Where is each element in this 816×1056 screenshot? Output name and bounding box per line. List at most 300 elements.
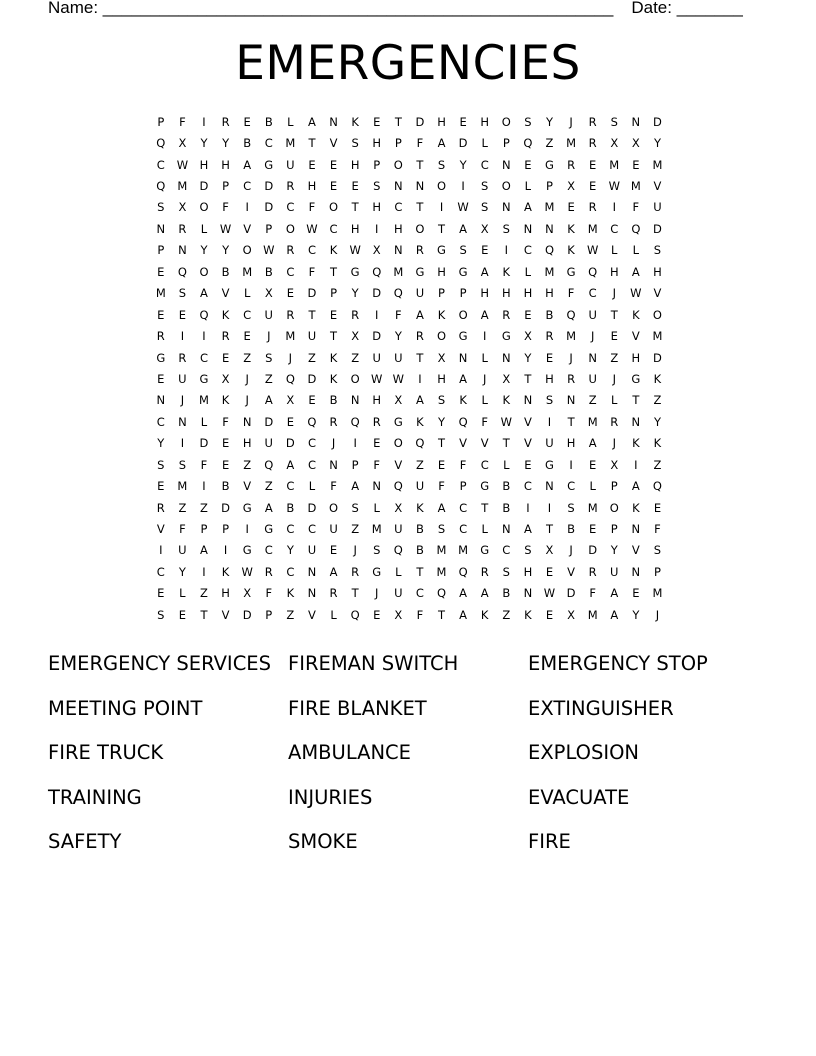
- grid-letter: E: [524, 157, 532, 172]
- grid-letter: N: [631, 414, 641, 429]
- grid-letter: O: [329, 200, 339, 215]
- grid-letter: Q: [415, 436, 425, 451]
- grid-letter: O: [501, 179, 511, 194]
- word-list-item: EMERGENCY STOP: [528, 652, 708, 675]
- grid-row: [150, 175, 670, 196]
- grid-letter: T: [502, 436, 510, 451]
- grid-letter: G: [264, 522, 274, 537]
- grid-letter: V: [631, 329, 640, 344]
- grid-letter: D: [372, 286, 382, 301]
- grid-letter: B: [329, 393, 338, 408]
- grid-letter: Q: [285, 371, 295, 386]
- grid-letter: R: [610, 414, 619, 429]
- grid-letter: U: [588, 307, 597, 322]
- grid-letter: S: [524, 543, 532, 558]
- grid-letter: S: [178, 457, 187, 472]
- grid-letter: S: [351, 500, 359, 515]
- grid-letter: R: [156, 329, 165, 344]
- grid-letter: F: [459, 457, 467, 472]
- grid-letter: H: [545, 371, 554, 386]
- grid-letter: M: [587, 414, 598, 429]
- grid-letter: R: [286, 307, 295, 322]
- grid-letter: G: [501, 329, 511, 344]
- grid-letter: J: [483, 371, 487, 386]
- grid-letter: O: [501, 114, 511, 129]
- grid-letter: T: [416, 157, 424, 172]
- grid-letter: E: [589, 179, 597, 194]
- grid-letter: I: [439, 200, 444, 215]
- grid-letter: C: [307, 457, 316, 472]
- grid-letter: T: [416, 200, 424, 215]
- grid-letter: N: [415, 179, 425, 194]
- grid-letter: E: [481, 243, 489, 258]
- grid-letter: V: [631, 543, 640, 558]
- grid-letter: P: [330, 286, 338, 301]
- grid-letter: R: [415, 329, 424, 344]
- grid-letter: M: [458, 543, 469, 558]
- grid-letter: K: [524, 607, 532, 622]
- grid-letter: L: [243, 286, 251, 301]
- grid-letter: C: [286, 264, 295, 279]
- grid-letter: Q: [372, 264, 382, 279]
- grid-letter: V: [308, 607, 316, 622]
- grid-letter: R: [221, 114, 230, 129]
- grid-letter: A: [437, 500, 446, 515]
- grid-letter: Q: [566, 307, 576, 322]
- grid-letter: C: [394, 200, 403, 215]
- grid-letter: M: [177, 179, 188, 194]
- grid-letter: M: [587, 221, 598, 236]
- grid-letter: Z: [351, 350, 360, 365]
- grid-letter: U: [394, 586, 403, 601]
- grid-letter: U: [178, 371, 187, 386]
- grid-letter: O: [652, 307, 662, 322]
- grid-letter: Q: [350, 607, 360, 622]
- grid-letter: X: [502, 371, 511, 386]
- grid-letter: A: [437, 136, 446, 151]
- grid-letter: C: [286, 200, 295, 215]
- grid-letter: F: [373, 457, 381, 472]
- grid-letter: R: [588, 200, 597, 215]
- grid-letter: A: [480, 264, 489, 279]
- grid-letter: D: [307, 500, 317, 515]
- grid-letter: L: [632, 243, 640, 258]
- grid-letter: P: [394, 136, 402, 151]
- grid-letter: W: [608, 179, 620, 194]
- grid-letter: R: [588, 564, 597, 579]
- grid-letter: J: [288, 350, 293, 365]
- grid-letter: X: [394, 607, 403, 622]
- grid-letter: K: [329, 243, 338, 258]
- grid-letter: B: [221, 479, 230, 494]
- grid-letter: M: [371, 522, 382, 537]
- grid-letter: N: [394, 243, 403, 258]
- grid-letter: Q: [436, 586, 447, 601]
- grid-letter: J: [569, 114, 573, 129]
- grid-letter: O: [199, 264, 209, 279]
- grid-letter: A: [200, 543, 208, 558]
- grid-letter: S: [157, 607, 165, 622]
- page-title: EMERGENCIES: [235, 36, 581, 91]
- word-list-item: AMBULANCE: [288, 741, 411, 764]
- grid-letter: A: [480, 307, 489, 322]
- grid-letter: N: [501, 157, 511, 172]
- grid-letter: O: [393, 157, 403, 172]
- grid-letter: G: [156, 350, 166, 365]
- grid-letter: K: [567, 221, 575, 236]
- grid-letter: N: [501, 350, 511, 365]
- grid-letter: E: [437, 457, 446, 472]
- grid-letter: K: [567, 243, 575, 258]
- grid-letter: W: [630, 286, 642, 301]
- grid-letter: J: [331, 436, 336, 451]
- grid-letter: D: [242, 607, 252, 622]
- grid-letter: Q: [393, 543, 403, 558]
- grid-row: [150, 540, 670, 561]
- grid-letter: H: [242, 436, 252, 451]
- grid-letter: E: [373, 114, 381, 129]
- grid-letter: P: [265, 221, 273, 236]
- grid-letter: M: [630, 179, 641, 194]
- grid-letter: E: [524, 307, 532, 322]
- grid-letter: D: [653, 350, 662, 365]
- grid-letter: S: [373, 179, 381, 194]
- grid-letter: C: [480, 457, 489, 472]
- grid-letter: I: [483, 329, 487, 344]
- grid-letter: B: [221, 264, 230, 279]
- grid-letter: C: [329, 221, 338, 236]
- grid-letter: W: [586, 243, 599, 258]
- grid-letter: H: [631, 350, 641, 365]
- grid-letter: C: [156, 157, 165, 172]
- word-list-item: MEETING POINT: [48, 696, 203, 720]
- grid-letter: M: [652, 157, 663, 172]
- grid-letter: E: [286, 286, 294, 301]
- grid-letter: V: [243, 221, 252, 236]
- grid-letter: I: [245, 200, 249, 215]
- grid-letter: Y: [351, 286, 359, 301]
- grid-letter: Y: [222, 243, 230, 258]
- grid-letter: U: [372, 350, 381, 365]
- grid-letter: L: [524, 264, 532, 279]
- grid-letter: N: [156, 221, 166, 236]
- grid-row: [150, 261, 670, 282]
- grid-letter: Y: [222, 136, 230, 151]
- grid-letter: R: [264, 564, 273, 579]
- grid-letter: Q: [177, 264, 187, 279]
- word-list-item: EMERGENCY SERVICES: [48, 652, 272, 675]
- grid-letter: E: [157, 371, 165, 386]
- grid-letter: G: [480, 479, 490, 494]
- word-list-item: FIREMAN SWITCH: [288, 652, 459, 675]
- grid-letter: I: [569, 457, 573, 472]
- grid-letter: L: [287, 114, 294, 129]
- grid-letter: U: [286, 157, 295, 172]
- grid-letter: P: [438, 286, 445, 301]
- grid-letter: I: [375, 307, 379, 322]
- grid-letter: G: [631, 371, 641, 386]
- grid-letter: V: [523, 414, 532, 429]
- grid-letter: C: [156, 414, 165, 429]
- grid-letter: M: [155, 286, 166, 301]
- grid-letter: O: [609, 500, 619, 515]
- grid-letter: P: [265, 607, 273, 622]
- grid-letter: A: [264, 393, 273, 408]
- grid-letter: F: [567, 286, 575, 301]
- grid-letter: A: [200, 286, 208, 301]
- grid-letter: N: [329, 114, 338, 129]
- grid-row: [150, 132, 670, 153]
- grid-letter: S: [459, 243, 467, 258]
- grid-letter: Z: [286, 607, 295, 622]
- grid-letter: C: [415, 586, 424, 601]
- grid-letter: E: [308, 393, 316, 408]
- grid-letter: M: [566, 329, 577, 344]
- grid-letter: C: [567, 479, 576, 494]
- grid-letter: G: [545, 157, 554, 172]
- grid-letter: D: [415, 114, 425, 129]
- grid-letter: Z: [610, 350, 619, 365]
- grid-letter: O: [415, 221, 425, 236]
- grid-letter: T: [438, 221, 446, 236]
- grid-letter: J: [612, 436, 616, 451]
- grid-letter: J: [245, 371, 249, 386]
- grid-letter: T: [308, 136, 316, 151]
- grid-letter: L: [200, 221, 208, 236]
- grid-letter: P: [546, 179, 553, 194]
- grid-letter: A: [415, 307, 424, 322]
- grid-letter: U: [610, 564, 619, 579]
- grid-letter: A: [459, 586, 468, 601]
- grid-letter: G: [372, 564, 382, 579]
- word-list-item: EXPLOSION: [528, 741, 640, 764]
- grid-letter: P: [610, 522, 618, 537]
- word-list-item: TRAINING: [48, 785, 142, 809]
- grid-letter: Z: [200, 500, 208, 515]
- grid-letter: P: [200, 522, 208, 537]
- grid-letter: J: [353, 543, 357, 558]
- grid-letter: E: [157, 264, 165, 279]
- grid-letter: U: [394, 350, 403, 365]
- grid-letter: V: [480, 436, 489, 451]
- grid-letter: L: [373, 500, 380, 515]
- grid-letter: O: [329, 500, 339, 515]
- grid-letter: O: [242, 243, 252, 258]
- grid-letter: C: [480, 157, 489, 172]
- grid-letter: M: [566, 136, 577, 151]
- grid-letter: D: [307, 371, 317, 386]
- grid-letter: V: [156, 522, 165, 537]
- grid-letter: A: [631, 479, 640, 494]
- grid-letter: E: [221, 350, 230, 365]
- grid-letter: M: [436, 564, 447, 579]
- grid-letter: I: [612, 200, 616, 215]
- grid-letter: K: [653, 371, 662, 386]
- grid-letter: N: [307, 586, 317, 601]
- grid-letter: A: [286, 457, 295, 472]
- grid-letter: R: [286, 243, 295, 258]
- grid-letter: V: [329, 136, 338, 151]
- grid-letter: C: [286, 479, 295, 494]
- grid-letter: G: [415, 264, 425, 279]
- grid-letter: M: [199, 393, 209, 408]
- grid-letter: B: [567, 522, 576, 537]
- grid-letter: C: [307, 436, 316, 451]
- grid-letter: T: [330, 264, 338, 279]
- grid-letter: G: [458, 264, 468, 279]
- grid-row: [150, 304, 670, 325]
- grid-letter: I: [547, 500, 552, 515]
- grid-letter: F: [265, 586, 273, 601]
- grid-letter: V: [653, 179, 662, 194]
- grid-letter: F: [589, 586, 596, 601]
- grid-letter: E: [329, 307, 338, 322]
- grid-letter: I: [375, 221, 379, 236]
- grid-letter: Y: [200, 243, 208, 258]
- grid-letter: L: [395, 564, 402, 579]
- grid-letter: T: [567, 414, 575, 429]
- grid-letter: E: [373, 607, 381, 622]
- grid-letter: F: [416, 136, 424, 151]
- grid-letter: N: [372, 479, 382, 494]
- grid-letter: B: [502, 500, 511, 515]
- grid-letter: D: [653, 221, 662, 236]
- grid-letter: H: [307, 179, 317, 194]
- grid-letter: I: [418, 371, 422, 386]
- grid-letter: X: [545, 543, 554, 558]
- grid-letter: W: [543, 586, 556, 601]
- grid-letter: Z: [200, 586, 208, 601]
- grid-letter: H: [350, 157, 360, 172]
- grid-letter: P: [222, 179, 230, 194]
- grid-letter: Z: [351, 522, 360, 537]
- grid-letter: M: [587, 500, 598, 515]
- grid-letter: E: [567, 200, 575, 215]
- grid-letter: D: [372, 329, 382, 344]
- grid-letter: X: [631, 136, 640, 151]
- grid-letter: N: [566, 393, 576, 408]
- grid-letter: Y: [524, 350, 532, 365]
- grid-letter: S: [265, 350, 273, 365]
- grid-letter: N: [350, 393, 360, 408]
- grid-letter: A: [610, 607, 619, 622]
- grid-letter: T: [524, 371, 532, 386]
- grid-letter: T: [308, 307, 316, 322]
- grid-letter: N: [523, 393, 533, 408]
- grid-letter: R: [588, 114, 597, 129]
- grid-letter: P: [459, 286, 467, 301]
- grid-letter: S: [653, 243, 662, 258]
- grid-letter: I: [634, 457, 638, 472]
- grid-letter: U: [415, 479, 425, 494]
- grid-letter: G: [458, 329, 468, 344]
- grid-letter: S: [157, 200, 165, 215]
- grid-letter: H: [199, 157, 209, 172]
- grid-letter: E: [157, 586, 165, 601]
- grid-letter: M: [652, 329, 663, 344]
- grid-letter: W: [500, 414, 512, 429]
- grid-letter: Y: [545, 114, 553, 129]
- grid-letter: E: [329, 157, 338, 172]
- grid-letter: Y: [438, 414, 446, 429]
- grid-letter: Y: [157, 436, 165, 451]
- grid-letter: E: [545, 564, 554, 579]
- grid-letter: F: [481, 414, 489, 429]
- grid-letter: C: [307, 522, 316, 537]
- grid-letter: S: [481, 200, 489, 215]
- grid-letter: E: [632, 586, 640, 601]
- grid-letter: H: [501, 286, 511, 301]
- word-list-item: EXTINGUISHER: [528, 696, 674, 720]
- grid-letter: D: [264, 414, 274, 429]
- grid-letter: R: [545, 329, 554, 344]
- grid-letter: P: [502, 136, 510, 151]
- grid-letter: G: [566, 264, 576, 279]
- grid-letter: B: [415, 543, 424, 558]
- grid-letter: K: [502, 264, 511, 279]
- grid-letter: R: [286, 179, 295, 194]
- word-search-grid: [150, 111, 670, 626]
- grid-letter: N: [631, 522, 641, 537]
- grid-letter: A: [308, 114, 316, 129]
- grid-letter: K: [416, 414, 424, 429]
- grid-letter: V: [459, 436, 468, 451]
- grid-letter: X: [221, 371, 230, 386]
- grid-letter: H: [437, 264, 446, 279]
- grid-letter: I: [202, 564, 206, 579]
- grid-letter: C: [459, 500, 468, 515]
- grid-letter: R: [372, 414, 381, 429]
- grid-letter: X: [372, 243, 381, 258]
- grid-letter: T: [351, 586, 359, 601]
- grid-letter: T: [438, 436, 446, 451]
- grid-letter: F: [330, 479, 337, 494]
- word-list-item: EVACUATE: [528, 785, 630, 809]
- grid-letter: J: [655, 607, 660, 622]
- grid-letter: S: [437, 522, 446, 537]
- grid-letter: L: [589, 479, 596, 494]
- grid-letter: G: [545, 457, 554, 472]
- grid-letter: U: [545, 436, 554, 451]
- grid-letter: K: [632, 307, 640, 322]
- grid-letter: S: [157, 457, 165, 472]
- grid-letter: S: [351, 136, 359, 151]
- grid-letter: O: [393, 436, 403, 451]
- grid-letter: X: [437, 350, 446, 365]
- grid-letter: A: [480, 586, 489, 601]
- grid-letter: L: [503, 457, 510, 472]
- grid-letter: X: [567, 607, 576, 622]
- grid-letter: K: [437, 307, 446, 322]
- grid-letter: F: [308, 200, 316, 215]
- grid-letter: A: [264, 500, 273, 515]
- grid-letter: H: [394, 221, 403, 236]
- grid-letter: J: [180, 393, 185, 408]
- grid-letter: L: [481, 350, 488, 365]
- grid-letter: B: [264, 264, 273, 279]
- grid-letter: N: [545, 479, 554, 494]
- grid-letter: O: [436, 179, 447, 194]
- grid-letter: P: [653, 564, 661, 579]
- grid-letter: U: [653, 200, 662, 215]
- grid-letter: V: [567, 564, 576, 579]
- grid-letter: A: [459, 607, 468, 622]
- grid-letter: R: [329, 414, 338, 429]
- grid-letter: H: [609, 264, 619, 279]
- grid-letter: I: [245, 522, 249, 537]
- grid-letter: F: [654, 522, 661, 537]
- grid-letter: H: [566, 436, 576, 451]
